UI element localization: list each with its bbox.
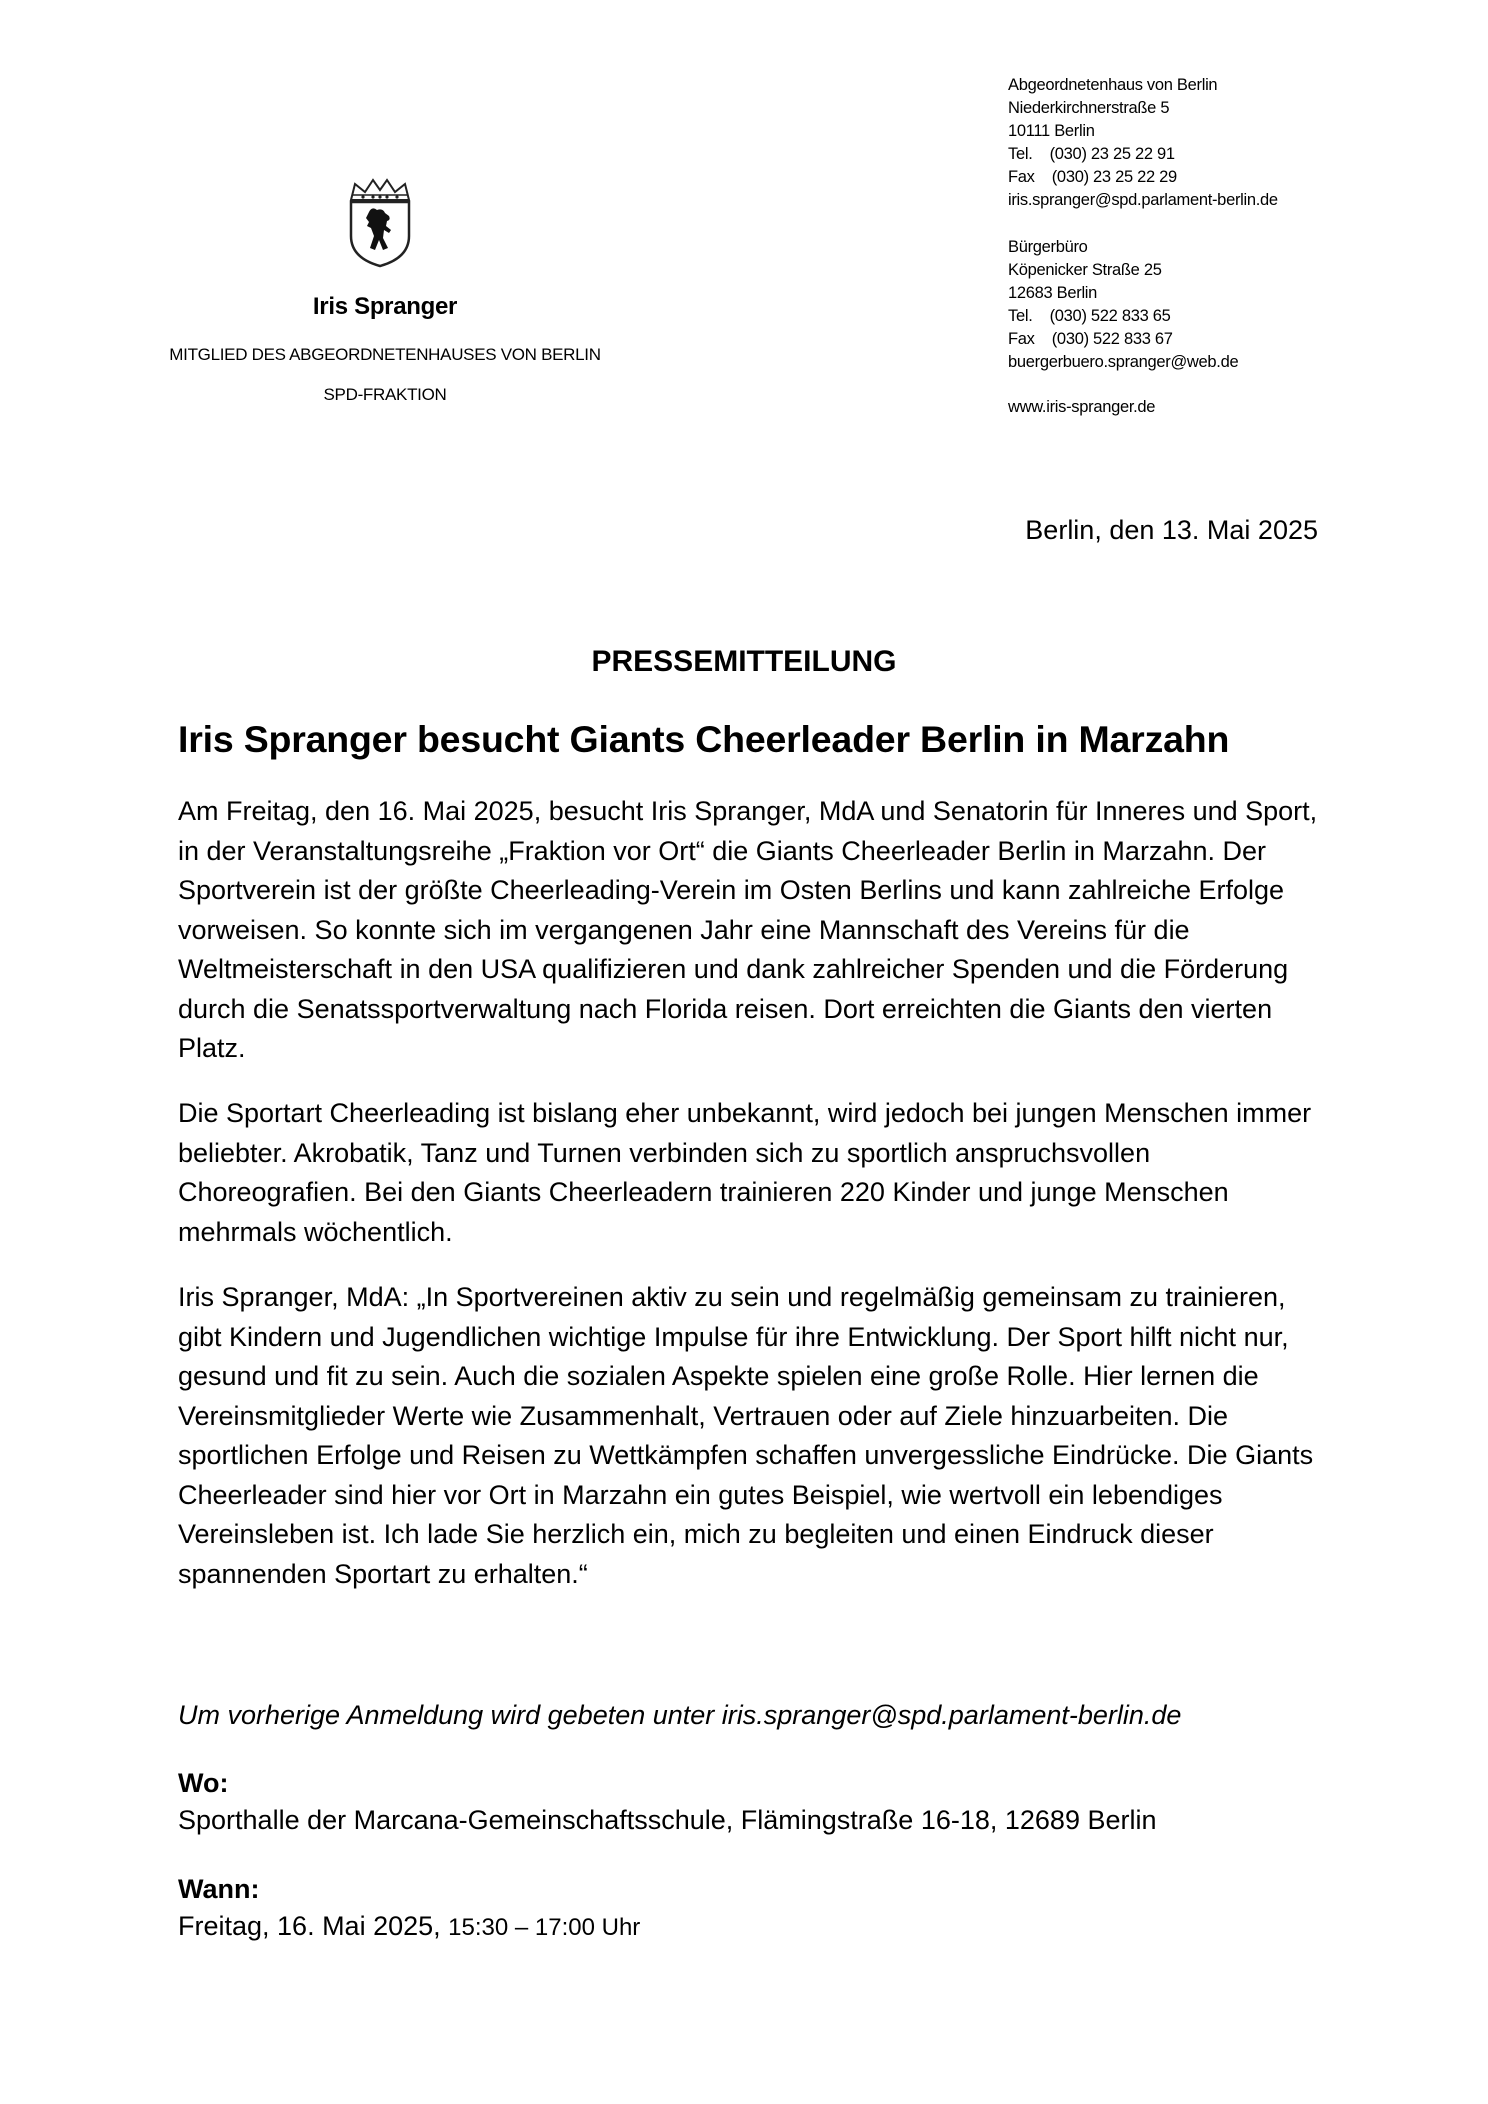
- website-link[interactable]: www.iris-spranger.de: [1008, 398, 1156, 416]
- when-date: Freitag, 16. Mai 2025,: [178, 1911, 449, 1941]
- document-type-heading: PRESSEMITTEILUNG: [591, 645, 897, 678]
- body-paragraph: Am Freitag, den 16. Mai 2025, besucht Iris Spranger, MdA und Senatorin für Inneres und Sport, in der Veranstaltungsreihe „Fraktion vor Ort“ die Giants Cheerleader Berlin in Marzahn. Der Sportverein ist der größte Cheerleading-Verein im Osten Berlins und kann zahlreiche Erfolge vorweisen. So konnte sich im vergangenen Jahr eine Mannschaft des Vereins für die Weltmeisterschaft in den USA qualifizieren und dank zahlreicher Spenden und die Förderung durch die Senatssportverwaltung nach Florida reisen. Dort erreichten die Giants den vierten Platz.: [178, 796, 1318, 1063]
- document-date: Berlin, den 13. Mai 2025: [1025, 515, 1318, 545]
- author-role: MITGLIED DES ABGEORDNETENHAUSES VON BERLIN: [169, 345, 601, 364]
- when-time: 15:30 – 17:00 Uhr: [448, 1914, 641, 1941]
- registration-note: Um vorherige Anmeldung wird gebeten unter iris.spranger@spd.parlament-berlin.de: [178, 1700, 1182, 1730]
- citizen-office-address: [1008, 236, 1438, 374]
- author-name: Iris Spranger: [312, 293, 458, 320]
- office-address-line: Niederkirchnerstraße 5: [1008, 99, 1170, 117]
- citizen-office-phone: Tel. (030) 522 833 65: [1008, 307, 1171, 325]
- office-phone: Tel. (030) 23 25 22 91: [1008, 145, 1175, 163]
- press-release-headline: Iris Spranger besucht Giants Cheerleader Berlin in Marzahn: [178, 718, 1230, 760]
- office-email-link[interactable]: iris.spranger@spd.parlament-berlin.de: [1008, 191, 1278, 209]
- office-fax: Fax (030) 23 25 22 29: [1008, 168, 1177, 186]
- citizen-office-line: Köpenicker Straße 25: [1008, 261, 1162, 279]
- citizen-office-fax: Fax (030) 522 833 67: [1008, 330, 1173, 348]
- office-address: [1008, 74, 1438, 212]
- where-value: Sporthalle der Marcana-Gemeinschaftsschule, Flämingstraße 16-18, 12689 Berlin: [178, 1805, 1157, 1835]
- citizen-office-email-link[interactable]: buergerbuero.spranger@web.de: [1008, 353, 1239, 371]
- office-address-line: Abgeordnetenhaus von Berlin: [1008, 76, 1218, 94]
- body-paragraph: Die Sportart Cheerleading ist bislang eher unbekannt, wird jedoch bei jungen Menschen immer beliebter. Akrobatik, Tanz und Turnen verbinden sich zu sportlich anspruchsvollen Choreografien. Bei den Giants Cheerleadern trainieren 220 Kinder und junge Menschen mehrmals wöchentlich.: [178, 1098, 1312, 1247]
- when-value: [178, 1911, 640, 1942]
- office-address-line: 10111 Berlin: [1008, 122, 1095, 140]
- berlin-bear-crest-icon: [345, 178, 415, 268]
- body-paragraph-quote: Iris Spranger, MdA: „In Sportvereinen aktiv zu sein und regelmäßig gemeinsam zu trainieren, gibt Kindern und Jugendlichen wichtige Impulse für ihre Entwicklung. Der Sport hilft nicht nur, gesund und fit zu sein. Auch die sozialen Aspekte spielen eine große Rolle. Hier lernen die Vereinsmitglieder Werte wie Zusammenhalt, Vertrauen oder auf Ziele hinzuarbeiten. Die sportlichen Erfolge und Reisen zu Wettkämpfen schaffen unvergessliche Eindrücke. Die Giants Cheerleader sind hier vor Ort in Marzahn ein gutes Beispiel, wie wertvoll ein lebendiges Vereinsleben ist. Ich lade Sie herzlich ein, mich zu begleiten und einen Eindruck dieser spannenden Sportart zu erhalten.“: [178, 1282, 1314, 1589]
- author-party: SPD-FRAKTION: [323, 385, 447, 404]
- where-label: Wo:: [178, 1768, 229, 1798]
- citizen-office-line: Bürgerbüro: [1008, 238, 1088, 256]
- when-label: Wann:: [178, 1874, 260, 1904]
- citizen-office-line: 12683 Berlin: [1008, 284, 1098, 302]
